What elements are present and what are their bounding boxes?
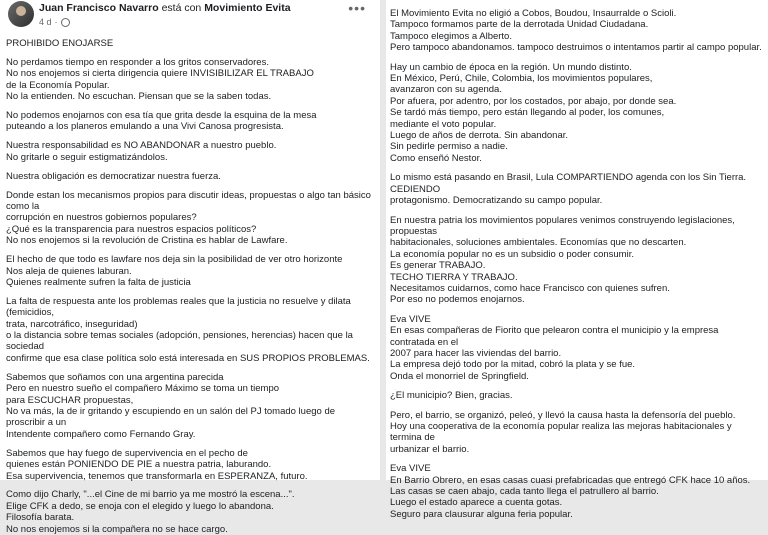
post-paragraph: El Movimiento Evita no eligió a Cobos, Boudou, Insaurralde o Scioli. Tampoco formamos parte de la derrotada Unidad Ciudadana. Tampoco elegimos a Alberto. Pero tampoco abandonamos. tampoco destruimos o intentamos partir al campo popular. (390, 8, 762, 54)
post-paragraph: Sabemos que soñamos con una argentina parecida Pero en nuestro sueño el compañero Máximo se toma un tiempo para ESCUCHAR propuestas, No va más, la de ir gritando y escupiendo en un salón del PJ tomado luego de proscribir a un Intendente compañero como Fernando Gray. (6, 371, 336, 440)
post-paragraph: Sabemos que hay fuego de supervivencia en el pecho de quienes están PONIENDO DE PIE a nuestra patria, laburando. Esa supervivencia, tenemos que transformarla en ESPERANZA, futuro. (6, 447, 308, 482)
post-paragraph: La falta de respuesta ante los problemas reales que la justicia no resuelve y dilata (femicidios, trata, narcotráfico, inseguridad) o la distancia sobre temas sociales (adopción, pensiones, herencias) hacen que la sociedad confirme que esa clase política solo está interesada en SUS PROPIOS PROBLEMAS. (6, 295, 370, 364)
post-right-column (386, 0, 768, 520)
author-line (39, 2, 291, 14)
post-paragraph: Eva VIVE En Barrio Obrero, en esas casas cuasi prefabricadas que entregó CFK hace 10 años. Las casas se caen abajo, cada tanto llega el patrullero al barrio. Luego el estado aparece a cuenta gotas. Seguro para clausurar alguna feria popular. (390, 463, 751, 520)
post-body-right (390, 0, 764, 520)
post-paragraph: ¿El municipio? Bien, gracias. (390, 390, 513, 402)
post-paragraph: El hecho de que todo es lawfare nos deja sin la posibilidad de ver otro horizonte Nos aleja de quienes laburan. Quienes realmente sufren la falta de justicia (6, 254, 343, 288)
post-paragraph: No perdamos tiempo en responder a los gritos conservadores. No nos enojemos si cierta dirigencia quiere INVISIBILIZAR EL TRABAJO de la Economía Popular. No la entienden. No escuchan. Piensan que se la saben todas. (6, 56, 314, 103)
post-paragraph: Pero, el barrio, se organizó, peleó, y llevó la causa hasta la defensoría del pueblo. Hoy una cooperativa de la economía popular realiza las mejoras habitacionales y termina de urbanizar el barrio. (390, 409, 736, 455)
post-paragraph: Hay un cambio de época en la región. Un mundo distinto. En México, Perú, Chile, Colombia, los movimientos populares, avanzaron con su agenda. Por afuera, por adentro, por los costados, por abajo, por donde sea. Se tardó más tiempo, pero están llegando al poder, los comunes, mediante el voto popular. Luego de años de derrota. Sin abandonar. Sin pedirle permiso a nadie. Como enseñó Nestor. (390, 61, 677, 164)
connector-text: está con (161, 2, 202, 14)
group-name[interactable]: Movimiento Evita (204, 2, 291, 14)
post-paragraph: Eva VIVE En esas compañeras de Fiorito que pelearon contra el municipio y la empresa contratada en el 2007 para hacer las viviendas del barrio. La empresa dejó todo por la mitad, cobró la plata y se fue. Onda el monorriel de Springfield. (390, 313, 719, 382)
author-avatar[interactable] (8, 1, 34, 27)
post-body-left (6, 38, 374, 535)
globe-icon (61, 18, 70, 27)
post-time[interactable]: 4 d (39, 17, 52, 27)
post-paragraph: Como dijo Charly, "...el Cine de mi barrio ya me mostró la escena...". Elige CFK a dedo, se enoja con el elegido y luego lo abandona. Filosofía barata. No nos enojemos si la compañera no se hace cargo. (6, 489, 295, 535)
post-left-column (0, 0, 380, 535)
author-name[interactable]: Juan Francisco Navarro (39, 2, 159, 14)
post-paragraph: Lo mismo está pasando en Brasil, Lula COMPARTIENDO agenda con los Sin Tierra. CEDIENDO protagonismo. Democratizando su campo popular. (390, 172, 747, 207)
post-paragraph: Nuestra obligación es democratizar nuestra fuerza. (6, 170, 221, 182)
post-paragraph: No podemos enojarnos con esa tía que grita desde la esquina de la mesa puteando a los planeros emulando a una Vivi Canosa progresista. (6, 110, 317, 133)
post-header (6, 0, 374, 38)
post-paragraph: Donde estan los mecanismos propios para discutir ideas, propuestas o algo tan básico como la corrupción en nuestros gobiernos populares? ¿Qué es la transparencia para nuestros espacios políticos? No nos enojemos si la revolución de Cristina es hablar de Lawfare. (6, 189, 371, 247)
post-paragraph: PROHIBIDO ENOJARSE (6, 38, 114, 49)
post-meta: 4 d · (39, 17, 70, 27)
post-paragraph: Nuestra responsabilidad es NO ABANDONAR a nuestro pueblo. No gritarle o seguir estigmatizándolos. (6, 140, 277, 163)
post-paragraph: En nuestra patria los movimientos populares venimos construyendo legislaciones, propuestas habitacionales, soluciones ambientales. Economías que no descarten. La economía popular no es un subsidio o poder consumir. Es generar TRABAJO. TECHO TIERRA Y TRABAJO. Necesitamos cuidarnos, como hace Francisco con quienes sufren. Por eso no podemos enojarnos. (390, 214, 735, 306)
ellipsis-icon[interactable]: ••• (348, 0, 366, 16)
